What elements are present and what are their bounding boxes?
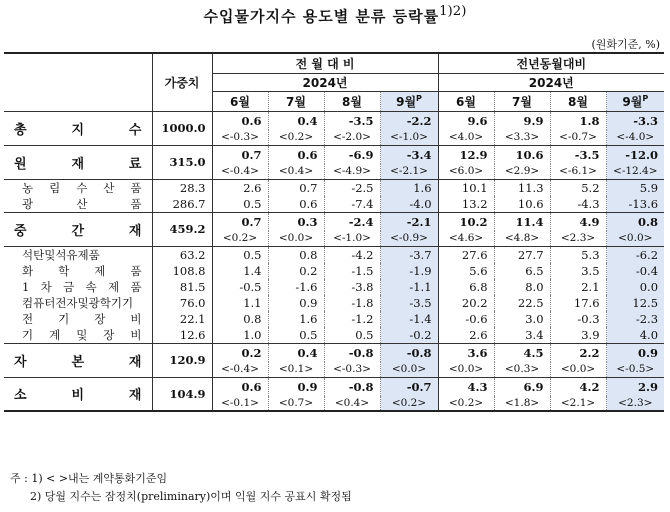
yoy-value: 2.9 xyxy=(606,377,664,396)
mom-value: -3.7 xyxy=(380,246,438,263)
mom-value: 0.7 xyxy=(212,145,268,164)
yoy-value: -4.3 xyxy=(550,196,606,213)
weight-cell: 120.9 xyxy=(152,343,212,377)
yoy-value: 6.5 xyxy=(494,263,550,279)
yoy-value: 9.9 xyxy=(494,111,550,130)
row-label: 원 재 료 xyxy=(14,156,142,172)
mom-value: -3.8 xyxy=(324,279,380,295)
yoy-value: 6.9 xyxy=(494,377,550,396)
header-mom-year: 2024년 xyxy=(212,73,438,91)
mom-value: -6.9 xyxy=(324,145,380,164)
yoy-value: 13.2 xyxy=(438,196,494,213)
yoy-value: 5.2 xyxy=(550,179,606,196)
contract-value: <-1.0> xyxy=(324,231,380,246)
yoy-value: 27.7 xyxy=(494,246,550,263)
title-area xyxy=(0,4,670,26)
yoy-value: 6.8 xyxy=(438,279,494,295)
yoy-value: 0.9 xyxy=(606,343,664,362)
contract-value: <4.6> xyxy=(438,231,494,246)
contract-value: <0.4> xyxy=(324,396,380,411)
table-row-main xyxy=(4,377,664,396)
yoy-value: -0.6 xyxy=(438,311,494,327)
mom-value: -0.5 xyxy=(212,279,268,295)
header-month-label: 9월 xyxy=(622,94,643,109)
weight-cell: 28.3 xyxy=(152,179,212,196)
mom-value: -7.4 xyxy=(324,196,380,213)
contract-value: <0.0> xyxy=(550,362,606,377)
header-month: 6월 xyxy=(212,91,268,111)
contract-value: <2.9> xyxy=(494,164,550,179)
contract-value: <6.0> xyxy=(438,164,494,179)
mom-value: -3.4 xyxy=(380,145,438,164)
mom-value: -0.8 xyxy=(324,377,380,396)
yoy-value: 5.6 xyxy=(438,263,494,279)
yoy-value: -12.0 xyxy=(606,145,664,164)
weight-cell: 286.7 xyxy=(152,196,212,213)
unit-label: (원화기준, %) xyxy=(591,38,660,51)
yoy-value: 4.0 xyxy=(606,327,664,344)
mom-value: -2.5 xyxy=(324,179,380,196)
contract-value: <0.4> xyxy=(268,164,324,179)
mom-value: 0.9 xyxy=(268,295,324,311)
yoy-value: 3.5 xyxy=(550,263,606,279)
mom-value: 2.6 xyxy=(212,179,268,196)
contract-value: <3.3> xyxy=(494,130,550,145)
yoy-value: 1.8 xyxy=(550,111,606,130)
yoy-value: 5.9 xyxy=(606,179,664,196)
prelim-mark: P xyxy=(642,93,649,103)
yoy-value: 8.0 xyxy=(494,279,550,295)
sub-row-label: 컴퓨터전자및광학기기 xyxy=(22,295,134,310)
weight-cell: 81.5 xyxy=(152,279,212,295)
header-month: 8월 xyxy=(550,91,606,111)
header-mom: 전 월 대 비 xyxy=(212,53,438,73)
row-label: 총 지 수 xyxy=(14,122,142,138)
mom-value: -4.0 xyxy=(380,196,438,213)
contract-value: <-6.1> xyxy=(550,164,606,179)
yoy-value: 5.3 xyxy=(550,246,606,263)
yoy-value: 10.6 xyxy=(494,196,550,213)
yoy-value: -0.4 xyxy=(606,263,664,279)
yoy-value: 11.4 xyxy=(494,212,550,231)
weight-cell: 22.1 xyxy=(152,311,212,327)
header-month: 7월 xyxy=(494,91,550,111)
mom-value: 0.5 xyxy=(212,196,268,213)
mom-value: -0.2 xyxy=(380,327,438,344)
header-month: 6월 xyxy=(438,91,494,111)
table-row-sub xyxy=(4,295,664,311)
sub-row-label: 전 기 장 비 xyxy=(22,311,142,326)
contract-value: <0.1> xyxy=(268,362,324,377)
table-row-main xyxy=(4,145,664,164)
yoy-value: 0.0 xyxy=(606,279,664,295)
sub-row-label: 1 차 금 속 제 품 xyxy=(22,279,142,294)
mom-value: 0.7 xyxy=(268,179,324,196)
yoy-value: -3.3 xyxy=(606,111,664,130)
header-yoy: 전년동월대비 xyxy=(438,53,664,73)
table-row-sub xyxy=(4,327,664,344)
yoy-value: 4.9 xyxy=(550,212,606,231)
contract-value: <0.2> xyxy=(212,231,268,246)
table-row-sub xyxy=(4,279,664,295)
yoy-value: 4.3 xyxy=(438,377,494,396)
table-row-main xyxy=(4,111,664,130)
contract-value: <0.7> xyxy=(268,396,324,411)
mom-value: 0.6 xyxy=(268,145,324,164)
mom-value: 1.0 xyxy=(212,327,268,344)
contract-value: <-4.0> xyxy=(606,130,664,145)
contract-value: <-0.1> xyxy=(212,396,268,411)
contract-value: <2.1> xyxy=(550,396,606,411)
mom-value: 0.5 xyxy=(212,246,268,263)
mom-value: 1.6 xyxy=(268,311,324,327)
mom-value: -3.5 xyxy=(324,111,380,130)
contract-value: <-4.9> xyxy=(324,164,380,179)
yoy-value: -0.3 xyxy=(550,311,606,327)
header-month: 8월 xyxy=(324,91,380,111)
footnote-2: 2) 당월 지수는 잠정치(preliminary)이며 익월 지수 공표시 확정됨 xyxy=(30,490,352,503)
yoy-value: 12.9 xyxy=(438,145,494,164)
yoy-value: -3.5 xyxy=(550,145,606,164)
weight-cell: 108.8 xyxy=(152,263,212,279)
yoy-value: -2.3 xyxy=(606,311,664,327)
yoy-value: 12.5 xyxy=(606,295,664,311)
mom-value: -1.6 xyxy=(268,279,324,295)
yoy-value: 3.6 xyxy=(438,343,494,362)
yoy-value: 0.8 xyxy=(606,212,664,231)
weight-cell: 459.2 xyxy=(152,212,212,246)
contract-value: <0.0> xyxy=(606,231,664,246)
row-label: 중 간 재 xyxy=(14,223,142,239)
contract-value: <-2.0> xyxy=(324,130,380,145)
yoy-value: 4.2 xyxy=(550,377,606,396)
header-month-label: 9월 xyxy=(396,94,417,109)
mom-value: 0.9 xyxy=(268,377,324,396)
row-label: 자 본 재 xyxy=(14,354,142,370)
row-label: 소 비 재 xyxy=(14,388,142,404)
contract-value: <-2.1> xyxy=(380,164,438,179)
mom-value: -4.2 xyxy=(324,246,380,263)
contract-value: <0.2> xyxy=(268,130,324,145)
table-row-sub xyxy=(4,246,664,263)
sub-row-label: 기 계 및 장 비 xyxy=(22,327,142,342)
table-row-sub xyxy=(4,311,664,327)
contract-value: <4.0> xyxy=(438,130,494,145)
contract-value: <-0.9> xyxy=(380,231,438,246)
price-index-table xyxy=(4,52,664,412)
mom-value: -0.8 xyxy=(324,343,380,362)
mom-value: 0.6 xyxy=(212,111,268,130)
contract-value: <0.0> xyxy=(268,231,324,246)
weight-cell: 12.6 xyxy=(152,327,212,344)
yoy-value: 10.6 xyxy=(494,145,550,164)
mom-value: 0.2 xyxy=(268,263,324,279)
sub-row-label: 농 림 수 산 품 xyxy=(22,180,142,195)
contract-value: <4.8> xyxy=(494,231,550,246)
prelim-mark: P xyxy=(416,93,422,103)
contract-value: <2.3> xyxy=(550,231,606,246)
contract-value: <0.3> xyxy=(494,362,550,377)
contract-value: <2.3> xyxy=(606,396,664,411)
mom-value: -2.4 xyxy=(324,212,380,231)
mom-value: -1.2 xyxy=(324,311,380,327)
mom-value: 0.8 xyxy=(212,311,268,327)
header-month: 7월 xyxy=(268,91,324,111)
page-title: 수입물가지수 용도별 분류 등락률 xyxy=(203,7,440,26)
mom-value: 0.6 xyxy=(212,377,268,396)
header-category xyxy=(4,53,152,111)
weight-cell: 76.0 xyxy=(152,295,212,311)
contract-value: <-0.7> xyxy=(550,130,606,145)
mom-value: -2.1 xyxy=(380,212,438,231)
yoy-value: 4.5 xyxy=(494,343,550,362)
mom-value: 0.7 xyxy=(212,212,268,231)
table-row-main xyxy=(4,343,664,362)
yoy-value: 22.5 xyxy=(494,295,550,311)
contract-value: <0.2> xyxy=(438,396,494,411)
mom-value: 0.8 xyxy=(268,246,324,263)
contract-value: <1.8> xyxy=(494,396,550,411)
mom-value: -1.1 xyxy=(380,279,438,295)
yoy-value: 2.1 xyxy=(550,279,606,295)
table-row-sub xyxy=(4,196,664,213)
contract-value: <-12.4> xyxy=(606,164,664,179)
yoy-value: 20.2 xyxy=(438,295,494,311)
weight-cell: 1000.0 xyxy=(152,111,212,145)
header-month-prelim xyxy=(606,91,664,111)
mom-value: 0.4 xyxy=(268,111,324,130)
table-row-sub xyxy=(4,263,664,279)
mom-value: 1.1 xyxy=(212,295,268,311)
weight-cell: 63.2 xyxy=(152,246,212,263)
yoy-value: 27.6 xyxy=(438,246,494,263)
weight-cell: 315.0 xyxy=(152,145,212,179)
footnote-1: 주 : 1) < >내는 계약통화기준임 xyxy=(10,472,168,485)
contract-value: <-0.3> xyxy=(324,362,380,377)
yoy-value: 17.6 xyxy=(550,295,606,311)
mom-value: 1.6 xyxy=(380,179,438,196)
yoy-value: 3.0 xyxy=(494,311,550,327)
mom-value: -1.5 xyxy=(324,263,380,279)
sub-row-label: 화 학 제 품 xyxy=(22,263,142,278)
mom-value: -3.5 xyxy=(380,295,438,311)
mom-value: 0.6 xyxy=(268,196,324,213)
yoy-value: 10.2 xyxy=(438,212,494,231)
mom-value: -0.7 xyxy=(380,377,438,396)
contract-value: <0.2> xyxy=(380,396,438,411)
yoy-value: 2.6 xyxy=(438,327,494,344)
yoy-value: 11.3 xyxy=(494,179,550,196)
contract-value: <-0.3> xyxy=(212,130,268,145)
yoy-value: 10.1 xyxy=(438,179,494,196)
yoy-value: -13.6 xyxy=(606,196,664,213)
table-body xyxy=(4,111,664,411)
mom-value: 0.3 xyxy=(268,212,324,231)
mom-value: -1.8 xyxy=(324,295,380,311)
contract-value: <-0.5> xyxy=(606,362,664,377)
mom-value: -1.9 xyxy=(380,263,438,279)
yoy-value: 3.4 xyxy=(494,327,550,344)
sub-row-label: 광 산 품 xyxy=(22,196,142,211)
yoy-value: 3.9 xyxy=(550,327,606,344)
mom-value: -2.2 xyxy=(380,111,438,130)
contract-value: <-1.0> xyxy=(380,130,438,145)
mom-value: 0.5 xyxy=(268,327,324,344)
mom-value: -1.4 xyxy=(380,311,438,327)
header-weight: 가중치 xyxy=(152,53,212,111)
sub-row-label: 석탄및석유제품 xyxy=(22,247,100,262)
contract-value: <-0.4> xyxy=(212,362,268,377)
contract-value: <-0.4> xyxy=(212,164,268,179)
header-yoy-year: 2024년 xyxy=(438,73,664,91)
yoy-value: -6.2 xyxy=(606,246,664,263)
contract-value: <0.0> xyxy=(380,362,438,377)
mom-value: 0.5 xyxy=(324,327,380,344)
mom-value: 0.4 xyxy=(268,343,324,362)
mom-value: -0.8 xyxy=(380,343,438,362)
weight-cell: 104.9 xyxy=(152,377,212,411)
mom-value: 0.2 xyxy=(212,343,268,362)
contract-value: <0.0> xyxy=(438,362,494,377)
mom-value: 1.4 xyxy=(212,263,268,279)
yoy-value: 2.2 xyxy=(550,343,606,362)
table-row-main xyxy=(4,212,664,231)
header-month-prelim xyxy=(380,91,438,111)
table-row-sub xyxy=(4,179,664,196)
yoy-value: 9.6 xyxy=(438,111,494,130)
title-footnote-ref: 1)2) xyxy=(439,4,467,19)
